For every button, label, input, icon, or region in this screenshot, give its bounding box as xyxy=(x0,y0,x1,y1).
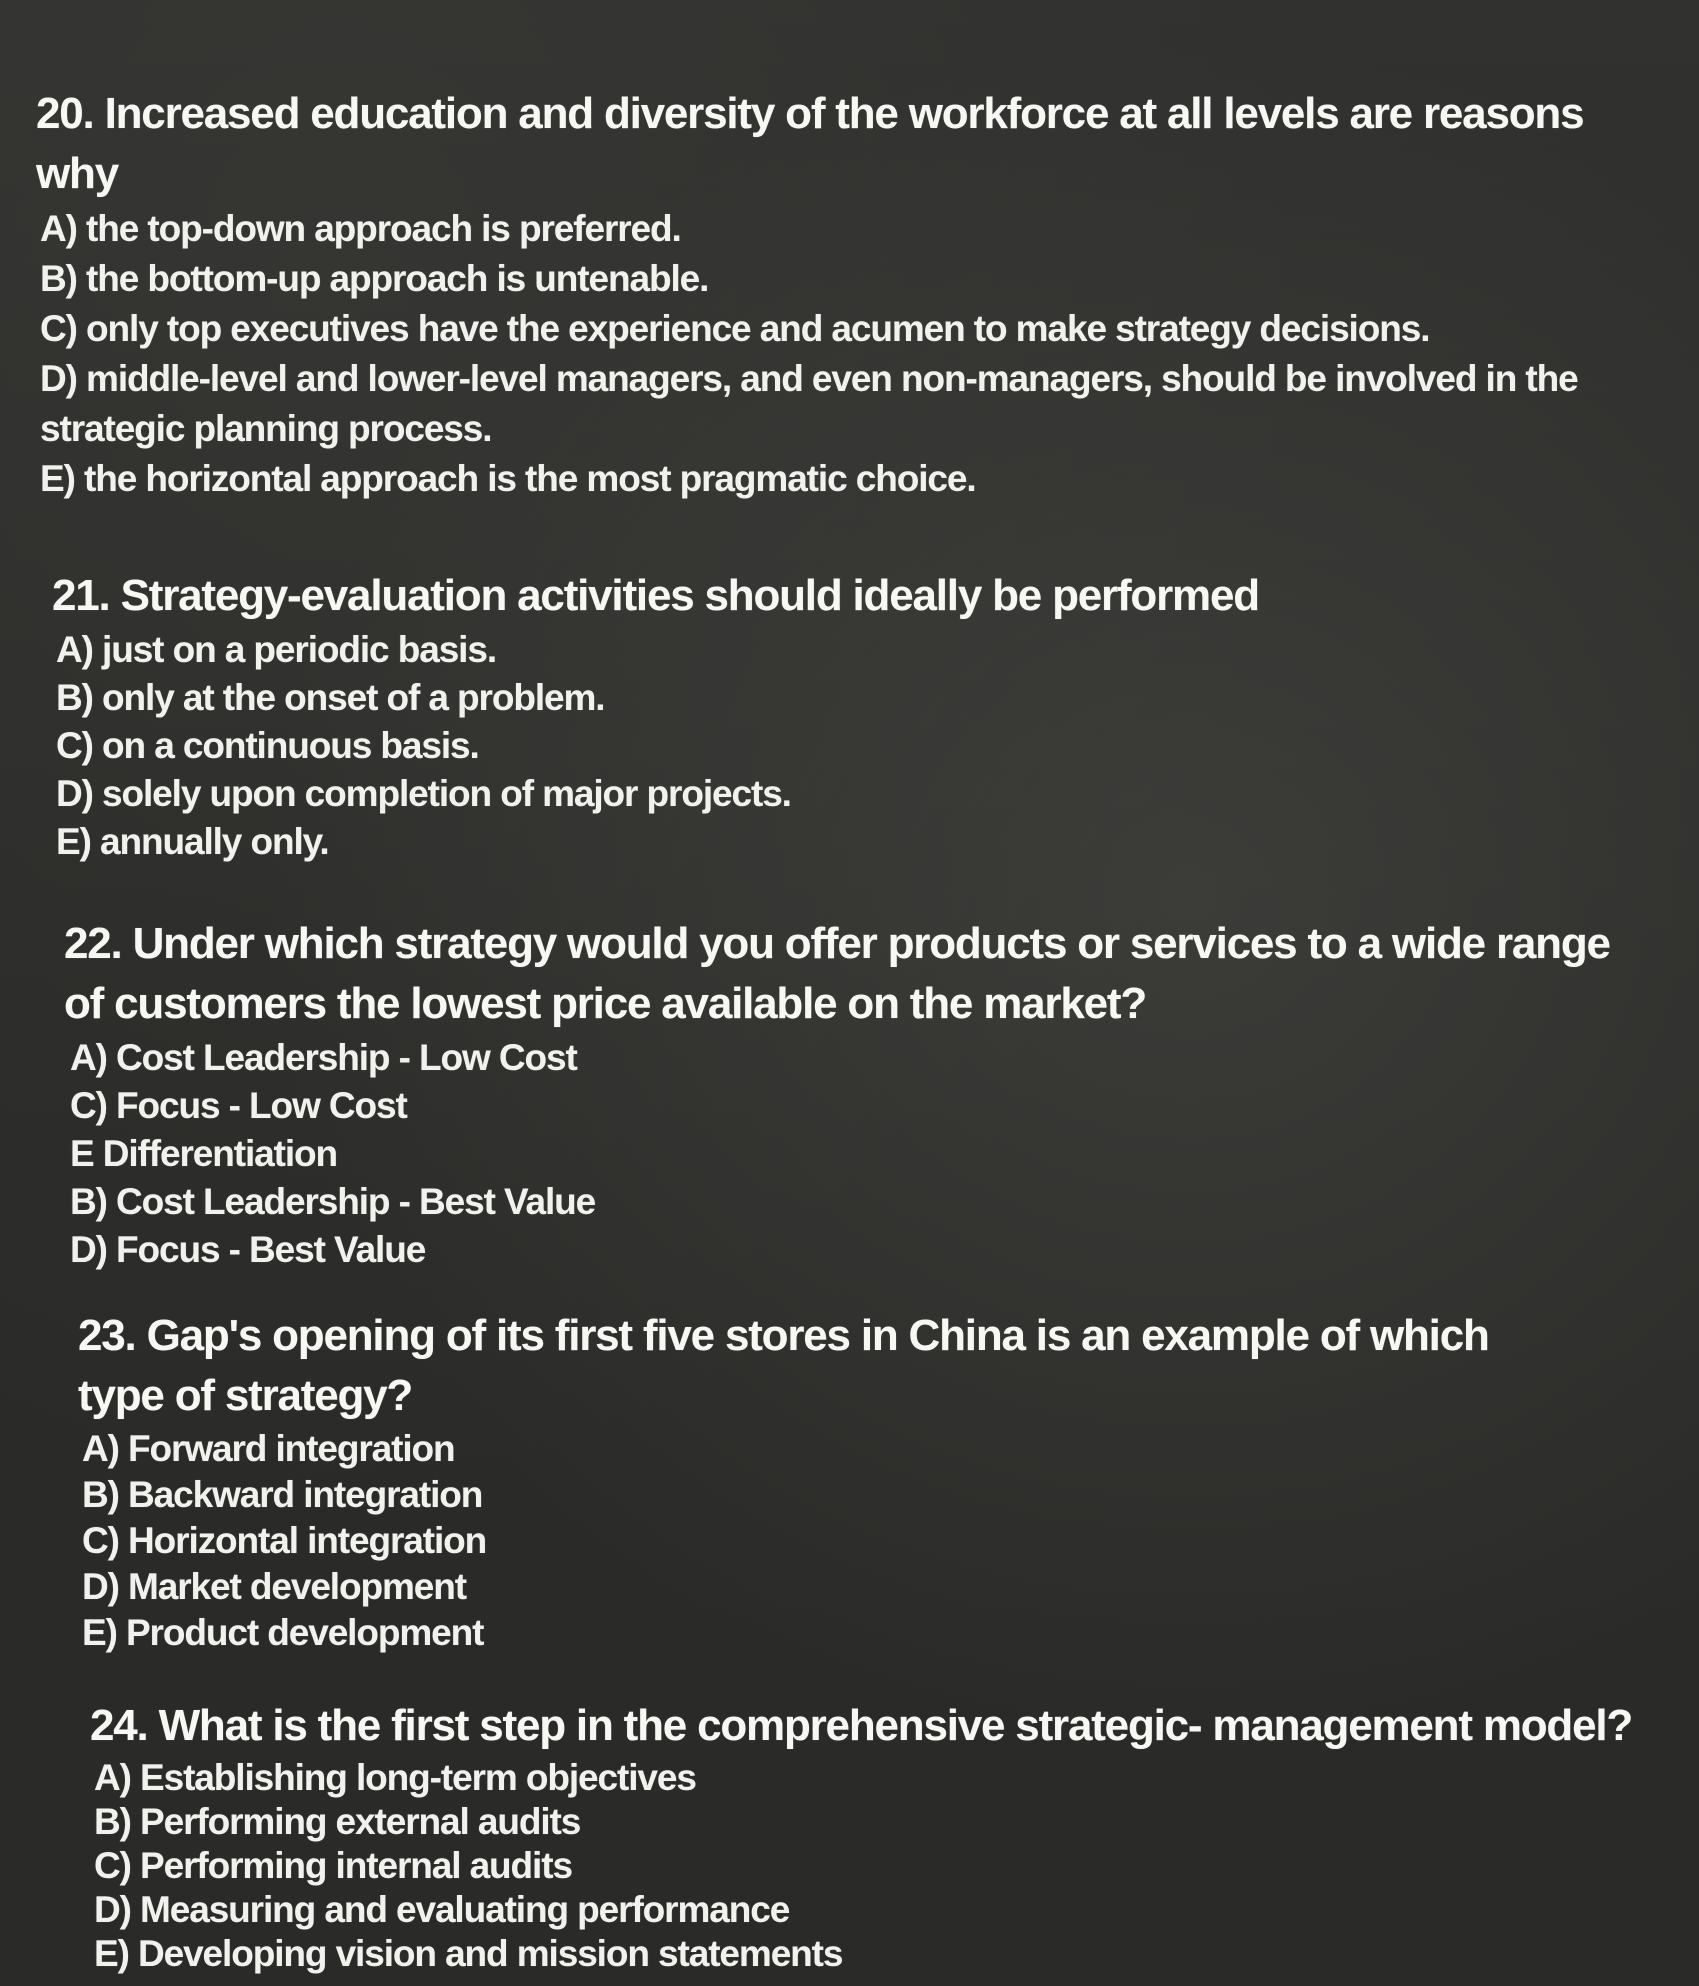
question-22-option-b: B) Cost Leadership - Best Value xyxy=(70,1181,596,1222)
question-22-options xyxy=(64,1034,1624,1274)
question-22-option-c: C) Focus - Low Cost xyxy=(70,1085,407,1126)
question-24-text: 24. What is the first step in the comprehensive strategic- management model? xyxy=(90,1701,1633,1750)
question-24-option-c: C) Performing internal audits xyxy=(94,1845,572,1886)
question-21 xyxy=(52,566,1652,866)
question-23-option-b: B) Backward integration xyxy=(82,1474,483,1515)
question-24-option-a: A) Establishing long-term objectives xyxy=(94,1757,696,1798)
question-20 xyxy=(36,84,1636,504)
question-21-option-b: B) only at the onset of a problem. xyxy=(56,677,605,718)
question-20-options xyxy=(36,204,1636,504)
question-23-option-d: D) Market development xyxy=(82,1566,466,1607)
question-24-option-e: E) Developing vision and mission statements xyxy=(94,1933,843,1974)
question-20-option-d: D) middle-level and lower-level managers, and even non-managers, should be involved in the strategic planning process. xyxy=(40,358,1578,449)
question-22-option-d: D) Focus - Best Value xyxy=(70,1229,426,1270)
question-23-text: 23. Gap's opening of its first five stores in China is an example of which type of strategy? xyxy=(78,1311,1489,1420)
question-24-option-b: B) Performing external audits xyxy=(94,1801,581,1842)
question-23-options xyxy=(78,1426,1578,1656)
question-23-option-e: E) Product development xyxy=(82,1612,484,1653)
question-24 xyxy=(90,1696,1633,1976)
question-20-option-e: E) the horizontal approach is the most pragmatic choice. xyxy=(40,458,976,499)
question-20-option-a: A) the top-down approach is preferred. xyxy=(40,208,681,249)
question-20-option-c: C) only top executives have the experience and acumen to make strategy decisions. xyxy=(40,308,1430,349)
question-23-option-a: A) Forward integration xyxy=(82,1428,455,1469)
question-20-text: 20. Increased education and diversity of the workforce at all levels are reasons why xyxy=(36,89,1584,198)
question-23-option-c: C) Horizontal integration xyxy=(82,1520,487,1561)
question-22-option-e: E Differentiation xyxy=(70,1133,338,1174)
question-21-options xyxy=(52,626,1652,866)
question-22-text: 22. Under which strategy would you offer products or services to a wide range of customers the lowest price available on the market? xyxy=(64,919,1610,1028)
question-24-options xyxy=(90,1756,1630,1976)
question-21-option-a: A) just on a periodic basis. xyxy=(56,629,497,670)
question-22 xyxy=(64,914,1624,1274)
question-21-option-c: C) on a continuous basis. xyxy=(56,725,479,766)
question-24-option-d: D) Measuring and evaluating performance xyxy=(94,1889,790,1930)
question-21-option-e: E) annually only. xyxy=(56,821,329,862)
question-20-option-b: B) the bottom-up approach is untenable. xyxy=(40,258,709,299)
question-23 xyxy=(78,1306,1578,1656)
question-21-text: 21. Strategy-evaluation activities should ideally be performed xyxy=(52,571,1259,620)
question-21-option-d: D) solely upon completion of major projects. xyxy=(56,773,791,814)
question-22-option-a: A) Cost Leadership - Low Cost xyxy=(70,1037,577,1078)
